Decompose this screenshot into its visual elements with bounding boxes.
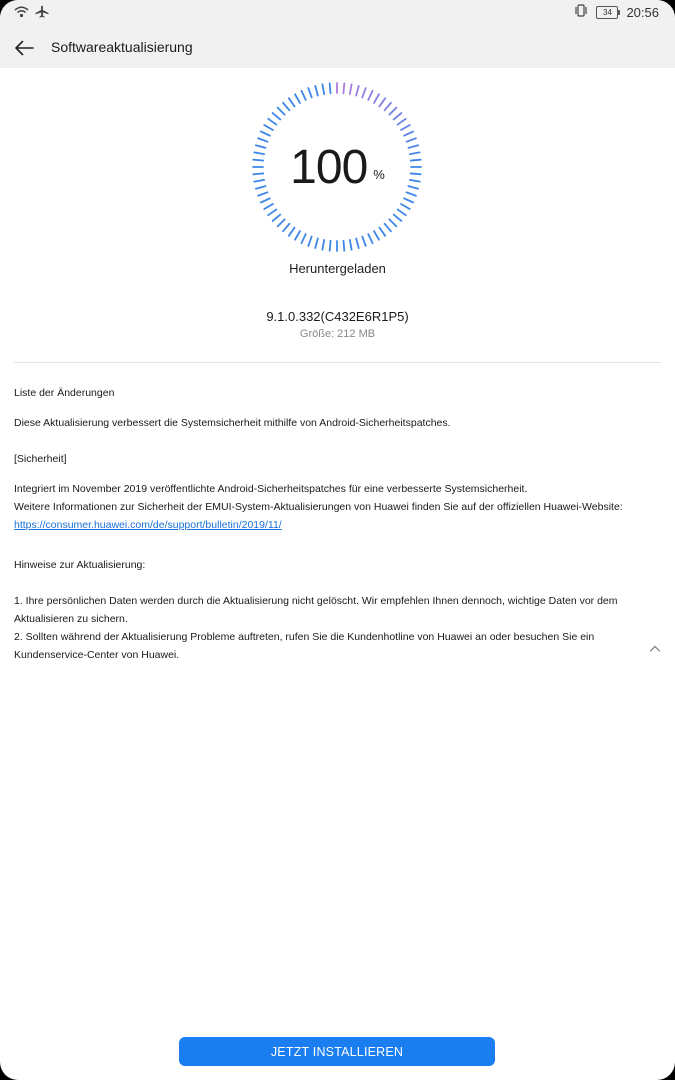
progress-tick: [385, 224, 391, 232]
progress-number: 100: [290, 141, 368, 194]
clock: 20:56: [626, 4, 659, 20]
progress-tick: [308, 237, 311, 246]
collapse-button[interactable]: [648, 642, 662, 654]
security-line-1: Integriert im November 2019 veröffentlichte Android-Sicherheitspatches für eine verbesserte Systemsicherheit.: [14, 483, 528, 495]
progress-tick: [401, 204, 410, 209]
progress-tick: [350, 84, 352, 94]
progress-tick: [268, 209, 276, 215]
install-now-button[interactable]: JETZT INSTALLIEREN: [179, 1037, 495, 1066]
note-1: 1. Ihre persönlichen Daten werden durch die Aktualisierung nicht gelöscht. Wir empfehlen Ihnen dennoch, wichtige Daten vor dem Aktualisieren zu sichern.: [14, 595, 618, 625]
progress-tick: [343, 241, 344, 251]
security-bulletin-link[interactable]: https://consumer.huawei.com/de/support/bulletin/2019/11/: [14, 519, 282, 531]
progress-tick: [401, 125, 410, 130]
status-bar: [0, 0, 675, 26]
progress-tick: [261, 198, 270, 202]
progress-tick: [356, 238, 359, 248]
progress-tick: [343, 83, 344, 93]
progress-tick: [389, 108, 396, 115]
progress-tick: [273, 215, 281, 221]
progress-tick: [374, 94, 379, 103]
progress-tick: [385, 103, 391, 111]
progress-value: [0, 140, 675, 195]
progress-tick: [389, 219, 396, 226]
progress-tick: [394, 215, 402, 221]
progress-tick: [283, 103, 289, 111]
progress-unit: %: [373, 167, 385, 182]
update-size: Größe: 212 MB: [299, 328, 376, 340]
changelog-heading: Liste der Änderungen: [14, 387, 115, 399]
wifi-icon: [14, 5, 29, 23]
progress-status: Heruntergeladen: [289, 261, 386, 276]
progress-tick: [350, 240, 352, 250]
progress-tick: [315, 238, 318, 248]
progress-tick: [278, 108, 285, 115]
progress-tick: [404, 132, 413, 136]
progress-tick: [362, 88, 365, 97]
progress-tick: [289, 98, 295, 106]
airplane-icon: [35, 5, 49, 23]
chevron-up-icon: [648, 643, 662, 655]
changelog-section-title: [Sicherheit]: [14, 453, 67, 465]
status-right: [574, 4, 659, 20]
arrow-left-icon: [14, 40, 34, 56]
progress-tick: [273, 113, 281, 119]
progress-tick: [295, 231, 300, 240]
progress-tick: [283, 224, 289, 232]
app-bar: [0, 26, 675, 68]
progress-tick: [295, 94, 300, 103]
progress-tick: [264, 204, 273, 209]
progress-tick: [368, 234, 372, 243]
progress-tick: [315, 86, 318, 96]
progress-tick: [379, 98, 385, 106]
note-2: 2. Sollten während der Aktualisierung Probleme auftreten, rufen Sie die Kundenhotline von Huawei an oder besuchen Sie ein Kundenservice-Center von Huawei.: [14, 631, 595, 661]
progress-tick: [302, 234, 306, 243]
progress-tick: [374, 231, 379, 240]
changelog-intro: Diese Aktualisierung verbessert die Systemsicherheit mithilfe von Android-Sicherheitspatches.: [14, 417, 451, 429]
progress-tick: [322, 84, 324, 94]
status-left: [14, 5, 49, 23]
changelog: [14, 384, 654, 664]
progress-tick: [322, 240, 324, 250]
progress-tick: [268, 119, 276, 125]
progress-tick: [278, 219, 285, 226]
progress-tick: [404, 198, 413, 202]
notes-heading: Hinweise zur Aktualisierung:: [14, 559, 146, 571]
page-title: Softwareaktualisierung: [51, 39, 193, 55]
progress-tick: [394, 113, 402, 119]
progress-tick: [398, 119, 406, 125]
update-version: 9.1.0.332(C432E6R1P5): [266, 309, 409, 324]
security-line-2: Weitere Informationen zur Sicherheit der EMUI-System-Aktualisierungen von Huawei finden Sie auf der offiziellen Huawei-Website:: [14, 501, 623, 513]
progress-tick: [330, 83, 331, 93]
progress-tick: [362, 237, 365, 246]
progress-tick: [330, 241, 331, 251]
battery-icon: [596, 6, 618, 19]
progress-tick: [308, 88, 311, 97]
battery-level: 34: [603, 7, 612, 17]
progress-tick: [261, 132, 270, 136]
progress-tick: [368, 91, 372, 100]
divider: [14, 362, 661, 363]
progress-tick: [289, 228, 295, 236]
back-button[interactable]: [10, 34, 38, 62]
progress-tick: [264, 125, 273, 130]
progress-tick: [379, 228, 385, 236]
vibrate-icon: [574, 4, 588, 20]
progress-tick: [398, 209, 406, 215]
progress-tick: [302, 91, 306, 100]
progress-tick: [356, 86, 359, 96]
